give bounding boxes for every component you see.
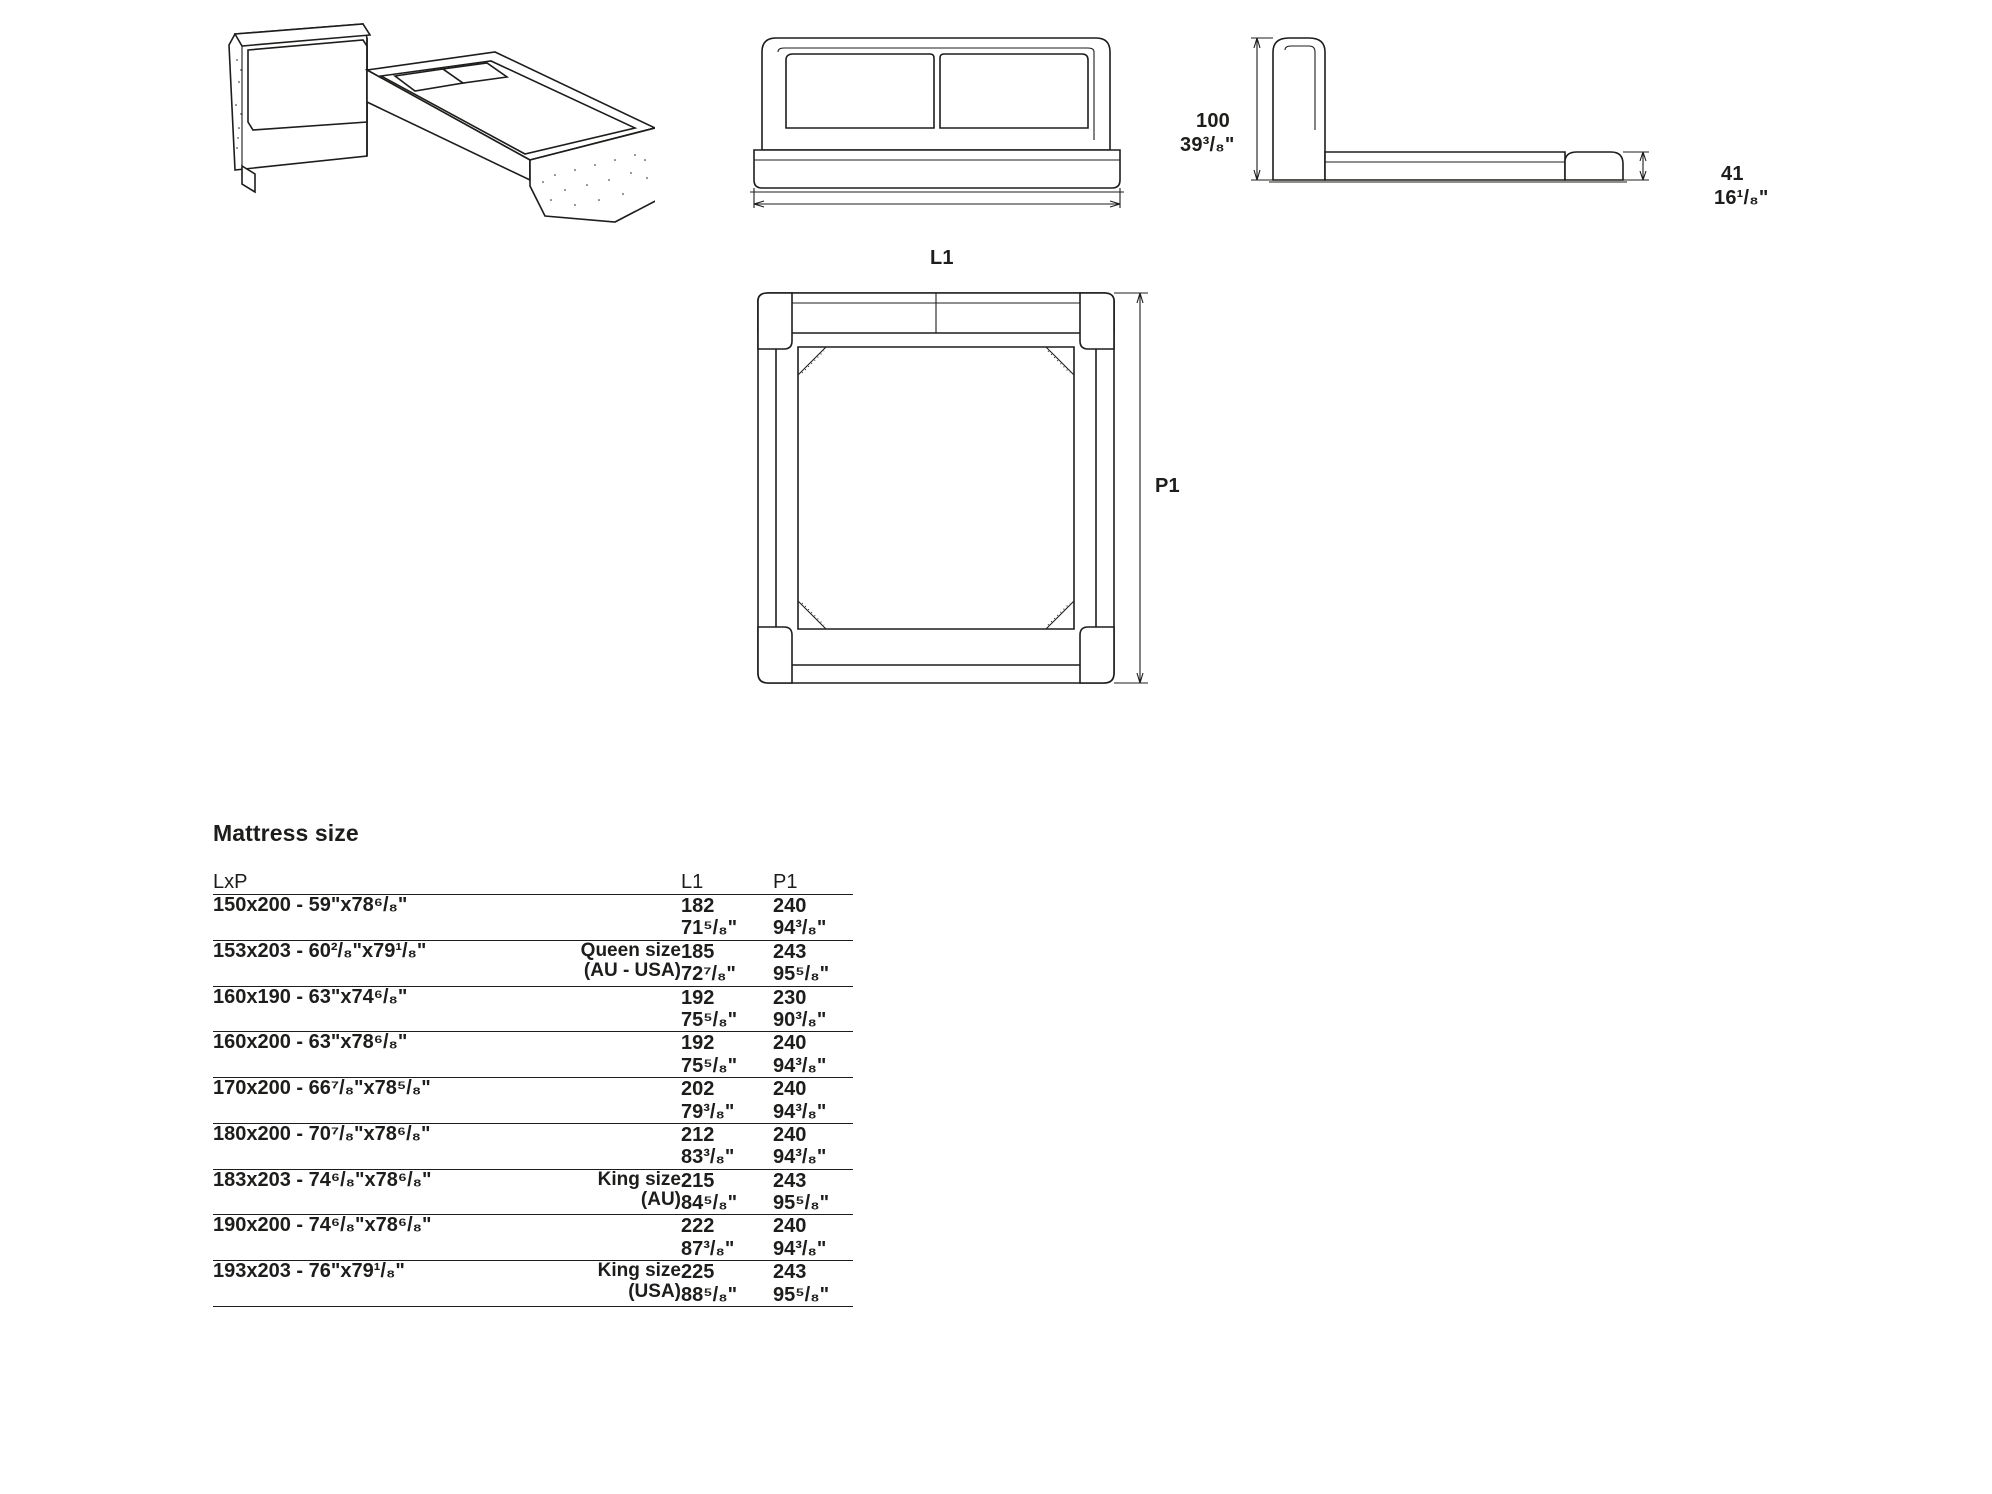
cell-size-note: [548, 1032, 681, 1078]
cell-p1-cm: 243: [773, 1169, 807, 1192]
cell-p1-in: 94³/₈": [773, 917, 827, 940]
cell-p1-cm: 230: [773, 986, 807, 1009]
col-header-lxp: LxP: [213, 871, 248, 893]
cell-p1: [773, 1078, 853, 1124]
cell-p1: [773, 1169, 853, 1215]
cell-l1-in: 75⁵/₈": [681, 1054, 738, 1077]
cell-p1-in: 94³/₈": [773, 1146, 827, 1169]
table-row: [213, 1032, 853, 1078]
cell-l1-in: 83³/₈": [681, 1146, 735, 1169]
cell-size-note: King size (USA): [597, 1260, 681, 1302]
cell-p1-in: 95⁵/₈": [773, 963, 830, 986]
side-view-frame-height-in-label: 16¹/₈": [1714, 187, 1769, 209]
cell-size-note: [548, 986, 681, 1032]
cell-l1-cm: 212: [681, 1123, 715, 1146]
table-title: Mattress size: [213, 820, 359, 846]
cell-l1-cm: 202: [681, 1078, 715, 1101]
cell-lxp: 150x200 - 59"x78⁶/₈": [213, 894, 408, 916]
cell-p1-cm: 240: [773, 1123, 807, 1146]
cell-lxp: 190x200 - 74⁶/₈"x78⁶/₈": [213, 1214, 432, 1237]
cell-l1: [681, 1078, 773, 1124]
cell-p1-in: 94³/₈": [773, 1054, 827, 1077]
cell-l1: [681, 1261, 773, 1307]
table-header-row: [213, 871, 853, 895]
bed-perspective-view: [195, 10, 655, 245]
cell-lxp: 153x203 - 60²/₈"x79¹/₈": [213, 939, 427, 962]
cell-lxp: 160x200 - 63"x78⁶/₈": [213, 1031, 408, 1054]
table-row: [213, 986, 853, 1032]
cell-lxp: 160x190 - 63"x74⁶/₈": [213, 985, 408, 1008]
cell-p1: [773, 986, 853, 1032]
cell-p1-in: 94³/₈": [773, 1100, 827, 1123]
cell-l1: [681, 1215, 773, 1261]
cell-l1-cm: 192: [681, 986, 715, 1009]
table-row: [213, 940, 853, 986]
cell-lxp: 170x200 - 66⁷/₈"x78⁵/₈": [213, 1077, 431, 1100]
table-body: [213, 895, 853, 1307]
cell-l1-in: 87³/₈": [681, 1237, 735, 1260]
cell-l1-in: 72⁷/₈": [681, 963, 736, 986]
cell-size-note: King size (AU): [597, 1168, 681, 1211]
cell-size-note: [548, 895, 681, 941]
cell-l1: [681, 895, 773, 941]
cell-p1-cm: 240: [773, 1032, 807, 1055]
front-view-l1-label: L1: [930, 247, 954, 269]
cell-p1-cm: 243: [773, 1261, 807, 1284]
cell-p1: [773, 1261, 853, 1307]
table-row: [213, 1261, 853, 1307]
cell-p1-cm: 240: [773, 1078, 807, 1101]
table-row: [213, 1169, 853, 1215]
side-view-height-cm-label: 100: [1196, 110, 1230, 132]
cell-p1-cm: 240: [773, 895, 807, 917]
cell-l1-in: 84⁵/₈": [681, 1192, 738, 1215]
cell-p1-in: 95⁵/₈": [773, 1192, 830, 1215]
cell-l1-cm: 222: [681, 1215, 715, 1238]
mattress-size-table: [213, 871, 853, 1307]
bed-side-elevation: [1245, 30, 1705, 215]
cell-p1: [773, 1123, 853, 1169]
col-header-note: [548, 871, 681, 895]
cell-l1-in: 71⁵/₈": [681, 917, 738, 940]
cell-size-note: Queen size (AU - USA): [580, 939, 681, 982]
cell-p1: [773, 895, 853, 941]
cell-l1-cm: 182: [681, 895, 715, 917]
cell-l1-cm: 185: [681, 940, 715, 963]
cell-l1: [681, 940, 773, 986]
cell-p1-in: 95⁵/₈": [773, 1283, 830, 1306]
cell-size-note: [548, 1078, 681, 1124]
table-row: [213, 895, 853, 941]
cell-l1-cm: 225: [681, 1261, 715, 1284]
cell-l1: [681, 1032, 773, 1078]
side-view-height-in-label: 39³/₈": [1180, 134, 1235, 156]
bed-front-elevation: [748, 30, 1128, 215]
cell-l1-in: 75⁵/₈": [681, 1008, 738, 1031]
cell-p1-cm: 240: [773, 1215, 807, 1238]
cell-l1-in: 79³/₈": [681, 1100, 735, 1123]
cell-l1: [681, 1169, 773, 1215]
table-header: [213, 871, 853, 895]
cell-l1-cm: 192: [681, 1032, 715, 1055]
bed-plan-view: [750, 285, 1150, 710]
table-row: [213, 1123, 853, 1169]
cell-l1: [681, 986, 773, 1032]
cell-l1: [681, 1123, 773, 1169]
mattress-size-block: [213, 820, 853, 1307]
table-row: [213, 1215, 853, 1261]
cell-p1: [773, 940, 853, 986]
cell-p1: [773, 1032, 853, 1078]
cell-size-note: [548, 1215, 681, 1261]
cell-l1-cm: 215: [681, 1169, 715, 1192]
cell-l1-in: 88⁵/₈": [681, 1283, 738, 1306]
side-view-frame-height-cm-label: 41: [1721, 163, 1744, 185]
col-header-l1: L1: [681, 871, 704, 893]
cell-size-note: [548, 1123, 681, 1169]
cell-p1-in: 94³/₈": [773, 1237, 827, 1260]
cell-lxp: 183x203 - 74⁶/₈"x78⁶/₈": [213, 1168, 432, 1191]
cell-lxp: 180x200 - 70⁷/₈"x78⁶/₈": [213, 1122, 431, 1145]
plan-view-p1-label: P1: [1155, 475, 1180, 497]
cell-p1-in: 90³/₈": [773, 1008, 827, 1031]
cell-p1: [773, 1215, 853, 1261]
col-header-p1: P1: [773, 871, 798, 893]
table-row: [213, 1078, 853, 1124]
cell-p1-cm: 243: [773, 940, 807, 963]
cell-lxp: 193x203 - 76"x79¹/₈": [213, 1260, 405, 1283]
